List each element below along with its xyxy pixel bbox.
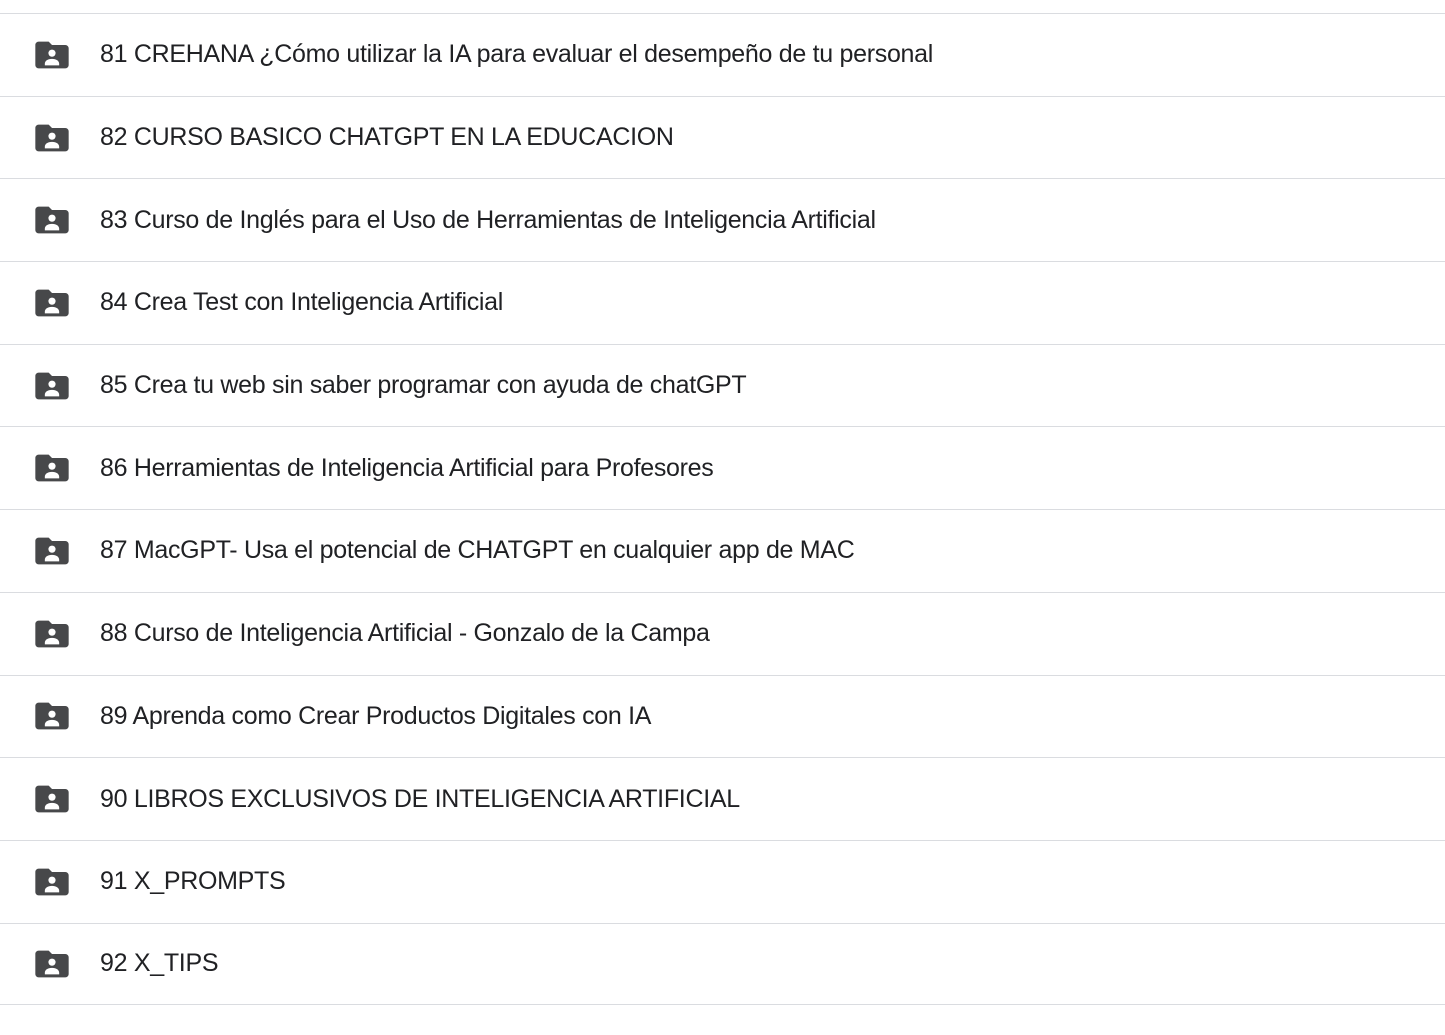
file-list	[0, 13, 1445, 1005]
folder-name: 86 Herramientas de Inteligencia Artificial para Profesores	[100, 453, 714, 482]
shared-folder-icon	[32, 366, 72, 406]
folder-name: 92 X_TIPS	[100, 949, 219, 978]
shared-folder-icon	[32, 448, 72, 488]
list-item[interactable]	[0, 923, 1445, 1006]
list-item[interactable]	[0, 840, 1445, 923]
list-item[interactable]	[0, 344, 1445, 427]
folder-name: 85 Crea tu web sin saber programar con ayuda de chatGPT	[100, 371, 747, 400]
folder-name: 81 CREHANA ¿Cómo utilizar la IA para evaluar el desempeño de tu personal	[100, 40, 934, 69]
folder-name: 87 MacGPT- Usa el potencial de CHATGPT en cualquier app de MAC	[100, 536, 855, 565]
shared-folder-icon	[32, 35, 72, 75]
folder-name: 88 Curso de Inteligencia Artificial - Gonzalo de la Campa	[100, 619, 710, 648]
list-item[interactable]	[0, 592, 1445, 675]
folder-name: 83 Curso de Inglés para el Uso de Herramientas de Inteligencia Artificial	[100, 205, 876, 234]
shared-folder-icon	[32, 779, 72, 819]
shared-folder-icon	[32, 200, 72, 240]
shared-folder-icon	[32, 862, 72, 902]
shared-folder-icon	[32, 944, 72, 984]
list-item[interactable]	[0, 261, 1445, 344]
folder-name: 84 Crea Test con Inteligencia Artificial	[100, 288, 504, 317]
shared-folder-icon	[32, 118, 72, 158]
shared-folder-icon	[32, 531, 72, 571]
list-item[interactable]	[0, 675, 1445, 758]
folder-name: 89 Aprenda como Crear Productos Digitales con IA	[100, 701, 652, 730]
folder-name: 91 X_PROMPTS	[100, 867, 286, 896]
list-item[interactable]	[0, 426, 1445, 509]
list-item[interactable]	[0, 96, 1445, 179]
list-item[interactable]	[0, 13, 1445, 96]
list-item[interactable]	[0, 757, 1445, 840]
shared-folder-icon	[32, 614, 72, 654]
shared-folder-icon	[32, 283, 72, 323]
list-item[interactable]	[0, 509, 1445, 592]
list-item[interactable]	[0, 178, 1445, 261]
folder-name: 90 LIBROS EXCLUSIVOS DE INTELIGENCIA ARTIFICIAL	[100, 784, 740, 813]
shared-folder-icon	[32, 696, 72, 736]
folder-name: 82 CURSO BASICO CHATGPT EN LA EDUCACION	[100, 123, 674, 152]
